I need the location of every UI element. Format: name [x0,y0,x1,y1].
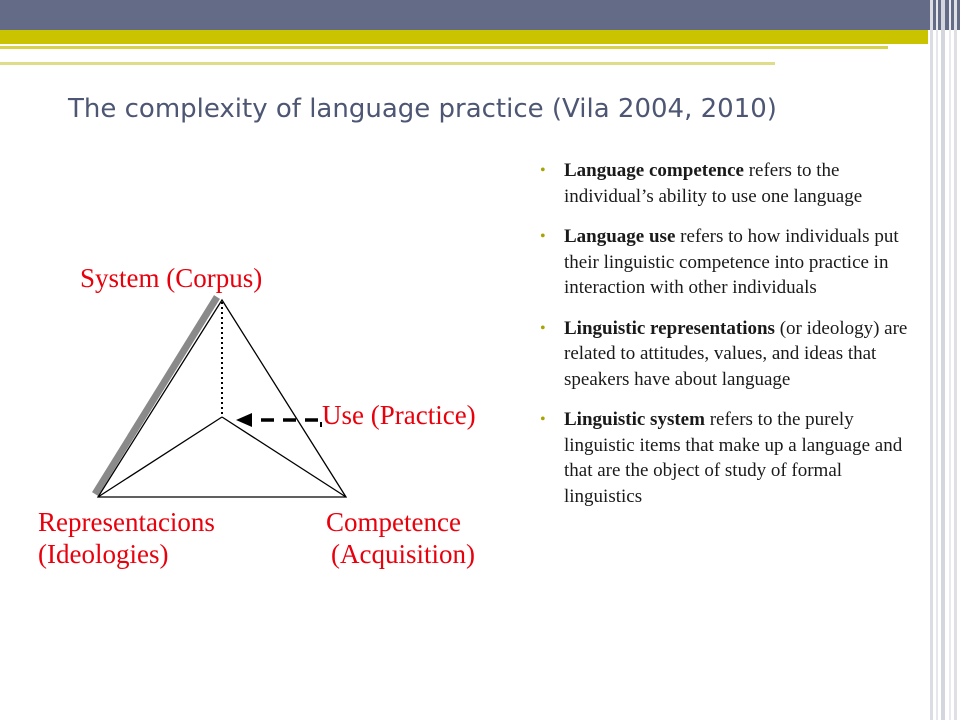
bullet-text: refers to how individuals put their linguistic competence into practice in interaction with other individuals [564,226,899,298]
bullet-linguistic-representations [540,316,918,393]
definitions-list [540,158,918,524]
header-bar [0,0,960,30]
header-accent-bar [0,30,928,44]
bullet-text: refers to the individual’s ability to use one language [564,160,863,207]
header-accent-line-lower [0,62,775,65]
bullet-marker-icon: • [540,162,546,179]
bullet-linguistic-system [540,407,918,509]
label-acquisition: (Acquisition) [331,539,475,569]
bullet-language-use [540,224,918,301]
bullet-marker-icon: • [540,228,546,245]
bullet-term: Language use [564,226,676,247]
slide-title: The complexity of language practice (Vila 2004, 2010) [68,94,777,124]
label-ideologies: (Ideologies) [38,539,169,569]
bullet-text: (or ideology) are related to attitudes, values, and ideas that speakers have about language [564,317,908,390]
label-use: Use (Practice) [322,400,476,430]
header-accent-line [0,46,888,49]
bullet-marker-icon: • [540,411,546,428]
bullet-term: Language competence [564,160,744,181]
label-representations: Representacions [38,507,215,537]
bullet-term: Linguistic representations [564,317,775,339]
label-system: System (Corpus) [80,263,263,293]
use-arrow-head [236,413,252,427]
bullet-text: refers to the purely linguistic items that make up a language and that are the object of study of formal linguistics [564,409,903,507]
left-edge-shadow [95,297,217,494]
language-practice-diagram [30,250,510,590]
bullet-language-competence [540,158,918,209]
bullet-marker-icon: • [540,319,546,337]
label-competence: Competence [326,507,461,537]
bullet-term: Linguistic system [564,409,705,430]
header-stripes [928,0,960,720]
